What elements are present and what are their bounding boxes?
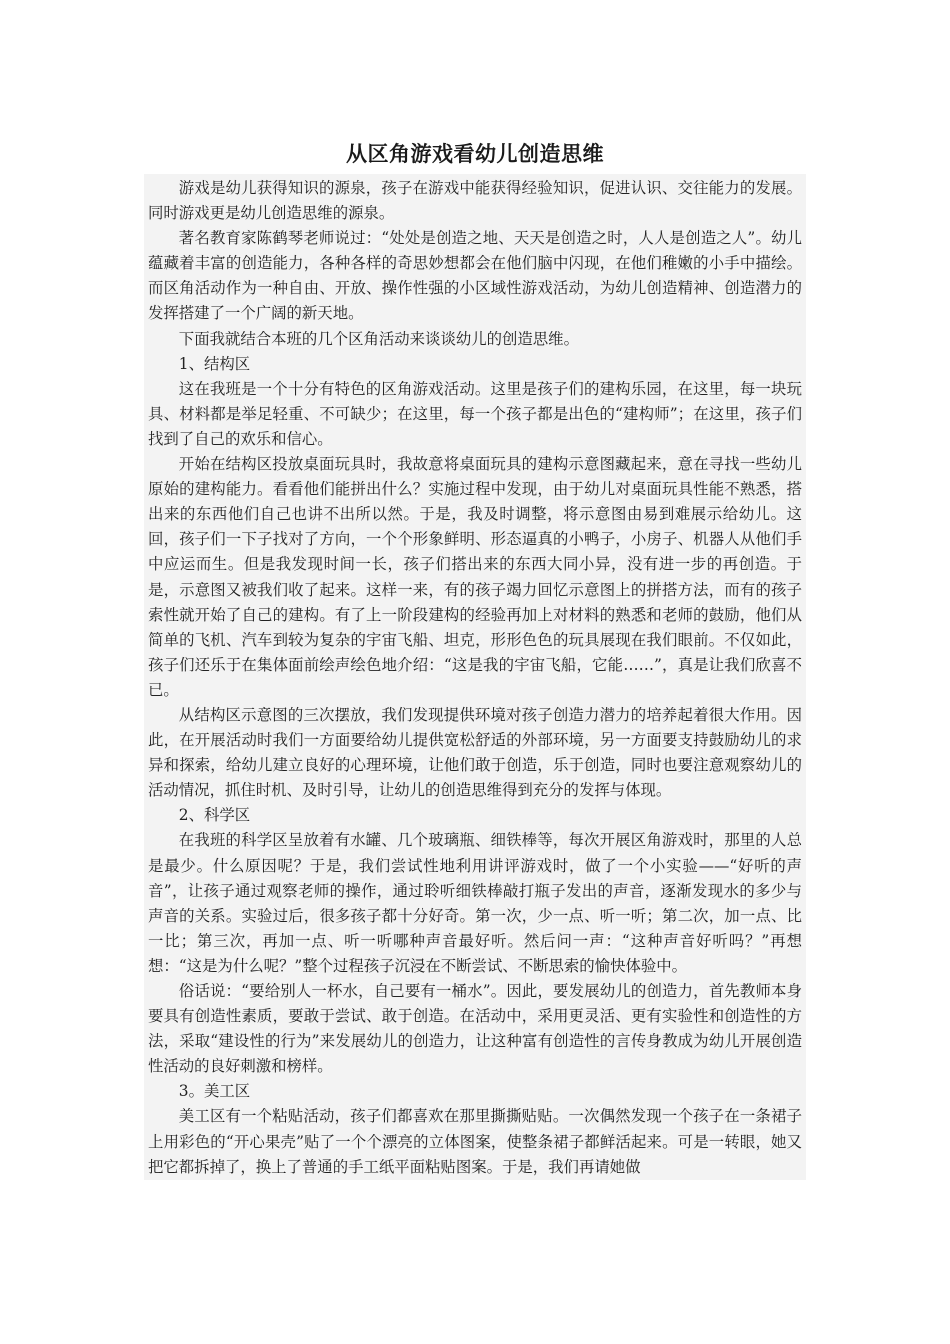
paragraph: 这在我班是一个十分有特色的区角游戏活动。这里是孩子们的建构乐园，在这里，每一块玩具、材料都是举足轻重、不可缺少；在这里，每一个孩子都是出色的“建构师”；在这里，孩子们找到了自己的欢乐和信心。 [148,379,802,448]
paragraph: 从结构区示意图的三次摆放，我们发现提供环境对孩子创造力潜力的培养起着很大作用。因此，在开展活动时我们一方面要给幼儿提供宽松舒适的外部环境，另一方面要支持鼓励幼儿的求异和探索，给幼儿建立良好的心理环境，让他们敢于创造，乐于创造，同时也要注意观察幼儿的活动情况，抓住时机、及时引导，让幼儿的创造思维得到充分的发挥与体现。 [148,705,802,800]
section-heading-structure: 1、结构区 [178,354,251,373]
section-heading-science: 2、科学区 [178,806,251,825]
document-body [144,174,806,1180]
paragraph: 美工区有一个粘贴活动，孩子们都喜欢在那里撕撕贴贴。一次偶然发现一个孩子在一条裙子上用彩色的“开心果壳”贴了一个个漂亮的立体图案，使整条裙子都鲜活起来。可是一转眼，她又把它都拆掉了，换上了普通的手工纸平面粘贴图案。于是，我们再请她做 [148,1107,802,1176]
paragraph: 俗话说：“要给别人一杯水，自己要有一桶水”。因此，要发展幼儿的创造力，首先教师本身要具有创造性素质，要敢于尝试、敢于创造。在活动中，采用更灵活、更有实验性和创造性的方法，采取“建设性的行为”来发展幼儿的创造力，让这种富有创造性的言传身教成为幼儿开展创造性活动的良好刺激和榜样。 [148,982,802,1076]
paragraph: 开始在结构区投放桌面玩具时，我故意将桌面玩具的建构示意图藏起来，意在寻找一些幼儿原始的建构能力。看看他们能拼出什么？实施过程中发现，由于幼儿对桌面玩具性能不熟悉，搭出来的东西他们自己也讲不出所以然。于是，我及时调整，将示意图由易到难展示给幼儿。这回，孩子们一下子找对了方向，一个个形象鲜明、形态逼真的小鸭子，小房子、机器人从他们手中应运而生。但是我发现时间一长，孩子们搭出来的东西大同小异，没有进一步的再创造。于是，示意图又被我们收了起来。这样一来，有的孩子竭力回忆示意图上的拼搭方法，而有的孩子索性就开始了自己的建构。有了上一阶段建构的经验再加上对材料的熟悉和老师的鼓励，他们从简单的飞机、汽车到较为复杂的宇宙飞船、坦克，形形色色的玩具展现在我们眼前。不仅如此，孩子们还乐于在集体面前绘声绘色地介绍：“这是我的宇宙飞船，它能……”，真是让我们欣喜不已。 [148,455,802,699]
paragraph: 著名教育家陈鹤琴老师说过：“处处是创造之地、天天是创造之时，人人是创造之人”。幼儿蕴藏着丰富的创造能力，各种各样的奇思妙想都会在他们脑中闪现，在他们稚嫩的小手中描绘。而区角活动作为一种自由、开放、操作性强的小区域性游戏活动，为幼儿创造精神、创造潜力的发挥搭建了一个广阔的新天地。 [148,229,802,323]
section-heading-art: 3。美工区 [178,1082,251,1101]
paragraph: 在我班的科学区呈放着有水罐、几个玻璃瓶、细铁棒等，每次开展区角游戏时，那里的人总是最少。什么原因呢？于是，我们尝试性地利用讲评游戏时，做了一个小实验——“好听的声音”，让孩子通过观察老师的操作，通过聆听细铁棒敲打瓶子发出的声音，逐渐发现水的多少与声音的关系。实验过后，很多孩子都十分好奇。第一次，少一点、听一听；第二次，加一点、比一比；第三次，再加一点、听一听哪种声音最好听。然后问一声：“这种声音好听吗？”再想想：“这是为什么呢？”整个过程孩子沉浸在不断尝试、不断思索的愉快体验中。 [148,831,802,975]
document-title: 从区角游戏看幼儿创造思维 [346,142,604,166]
paragraph: 下面我就结合本班的几个区角活动来谈谈幼儿的创造思维。 [178,329,579,348]
paragraph: 游戏是幼儿获得知识的源泉，孩子在游戏中能获得经验知识，促进认识、交往能力的发展。同时游戏更是幼儿创造思维的源泉。 [148,179,802,223]
